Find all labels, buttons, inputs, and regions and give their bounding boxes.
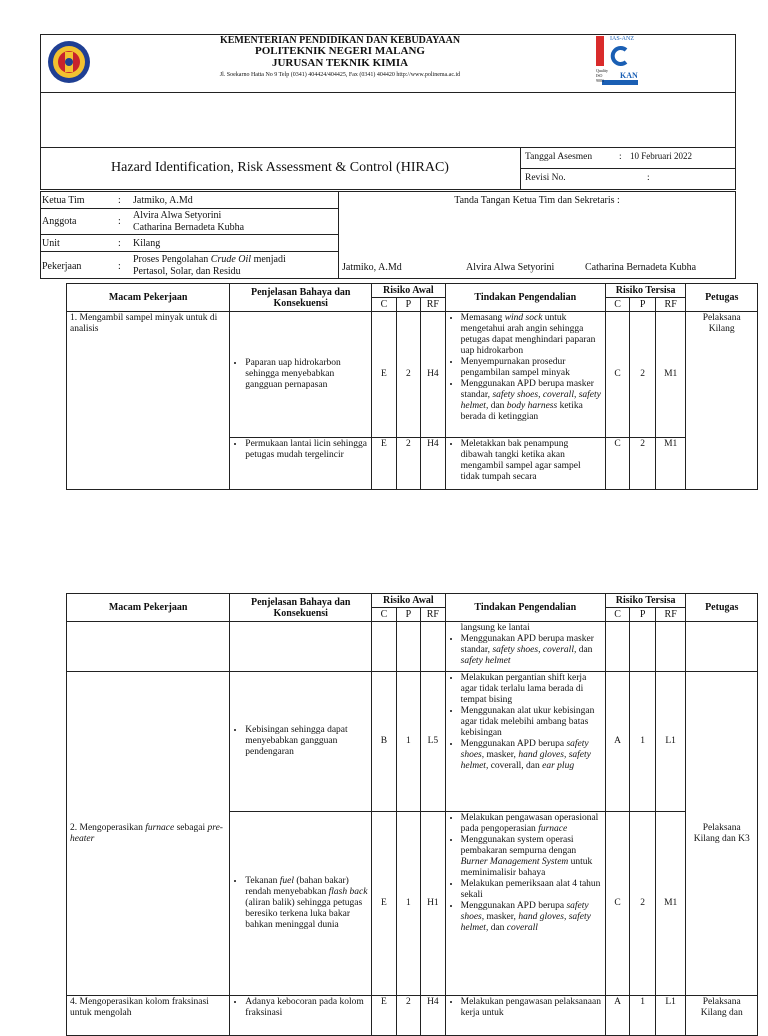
ministry-name: KEMENTERIAN PENDIDIKAN DAN KEBUDAYAAN [219,35,461,46]
col-residual-risk: Risiko Tersisa [605,284,686,298]
certification-logo [596,36,646,90]
cert-kan-label: KAN [620,71,638,80]
hirac-table-page1: Macam Pekerjaan Penjelasan Bahaya dan Konsekuensi Risiko Awal Tindakan Pengendalian Risiko Tersisa Petugas C P RF C P RF 1. Mengambil sampel minyak untuk di analisis • Paparan uap hidrokarbon sehingga menyebabkan gangguan pernapasan E 2 H4 • Memasang wind sock untuk mengetahui arah angin sehingga petugas dapat menghindari paparan uap hidrokarbon • Menyempurnakan prosedur pengambilan sampel minyak • Menggunakan APD berupa masker standar, safety shoes, coverall, safety helmet, dan body harness ketika berada di ketinggian C 2 M1 Pelaksana Kilang • Permukaan lantai licin sehingga petugas mudah tergelincir E 2 H4 • Meletakkan bak penampung dibawah tangki ketika akan mengambil sampel agar sampel tidak tumpah secara C 2 M1 [66,283,758,490]
signature-name-2: Alvira Alwa Setyorini [466,262,555,273]
table-row: 4. Mengoperasikan kolom fraksinasi untuk mengolah • Adanya kebocoran pada kolom fraksinasi E 2 H4 • Melakukan pengawasan pelaksanaan kerja untuk A 1 L1 Pelaksana Kilang dan [67,996,758,1036]
job-4: 4. Mengoperasikan kolom fraksinasi untuk mengolah [67,996,230,1036]
institution-name: POLITEKNIK NEGERI MALANG [255,45,425,57]
address-line: Jl. Soekarno Hatta No 9 Telp (0341) 404424/404425, Fax (0341) 404420 http://www.polinema.ac.id [219,72,461,78]
date-label: Tanggal Asesmen [525,152,593,162]
revision-label: Revisi No. [525,173,566,183]
table-row: 2. Mengoperasikan furnace sebagai pre-heater • Kebisingan sehingga dapat menyebabkan gangguan pendengaran B 1 L5 • Melakukan pergantian shift kerja agar tidak terlalu lama berada di tempat bising • Menggunakan alat ukur kebisingan agar tidak melebihi ambang batas kebisingan • Menggunakan APD berupa safety shoes, masker, hand gloves, safety helmet, coverall, dan ear plug A 1 L1 Pelaksana Kilang dan K3 [67,672,758,812]
col-officer: Petugas [686,284,758,312]
officer-4: Pelaksana Kilang dan [686,996,758,1036]
col-hazard: Penjelasan Bahaya dan Konsekuensi [230,284,372,312]
table-row: • Tekanan fuel (bahan bakar) rendah menyebabkan flash back (aliran balik) sehingga petugas beresiko terkena luka bakar bahkan meninggal dunia E 1 H1 • Melakukan pengawasan operasional pada pengoperasian furnace • Menggunakan system operasi pembakaran sempurna dengan Burner Management System untuk meminimalisir bahaya • Melakukan pemeriksaan alat 4 tahun sekali • Menggunakan APD berupa safety shoes, masker, hand gloves, safety helmet, dan coverall C 2 M1 [67,812,758,996]
signature-name-1: Jatmiko, A.Md [342,262,402,273]
members-label: Anggota [42,216,77,227]
leader-name: Jatmiko, A.Md [133,195,193,206]
letterhead-divider [40,92,736,93]
col-control: Tindakan Pengendalian [445,284,605,312]
member-1: Alvira Alwa Setyorini [133,210,222,221]
cert-top-label: IAS-ANZ [610,36,634,42]
work-line-1: Proses Pengolahan Crude Oil menjadi [133,254,286,265]
unit-value: Kilang [133,238,161,249]
cert-mid-label: Quality ISO 9001 [596,68,608,83]
date-value: 10 Februari 2022 [630,151,692,161]
unit-label: Unit [42,238,60,249]
signature-title: Tanda Tangan Ketua Tim dan Sekretaris : [454,195,620,206]
doc-title: Hazard Identification, Risk Assessment & Control (HIRAC) [111,160,449,175]
hirac-table-page2: Macam Pekerjaan Penjelasan Bahaya dan Konsekuensi Risiko Awal Tindakan Pengendalian Risiko Tersisa Petugas C P RF C P RF langsung ke lantai • Menggunakan APD berupa masker standar, safety shoes, coverall, dan safety helmet 2. Mengoperasikan furnace sebagai pre-heater • Kebisingan sehingga dapat menyebabkan gangguan pendengaran B 1 L5 • Melakukan pergantian shift kerja agar tidak terlalu lama berada di tempat bising • Menggunakan alat ukur kebisingan agar tidak melebihi ambang batas kebisingan • Menggunakan APD berupa safety shoes, masker, hand gloves, safety helmet, coverall, dan ear plug A 1 L1 Pelaksana Kilang dan K3 • Tekanan fuel (bahan bakar) rendah menyebabkan flash back (aliran balik) sehingga petugas beresiko terkena luka bakar bahkan meninggal dunia E 1 H1 • Melakukan pengawasan operasional pada pengoperasian furnace • Menggunakan system operasi pembakaran sempurna dengan Burner Management System untuk meminimalisir bahaya • Melakukan pemeriksaan alat 4 tahun sekali • Menggunakan APD berupa safety shoes, masker, hand gloves, safety helmet, dan coverall C 2 M1 4. Mengoperasikan kolom fraksinasi untuk mengolah • Adanya kebocoran pada kolom fraksinasi E 2 H4 • Melakukan pengawasan pelaksanaan kerja untuk A 1 L1 Pelaksana Kilang dan [66,593,758,1036]
table-row: • Permukaan lantai licin sehingga petugas mudah tergelincir E 2 H4 • Meletakkan bak penampung dibawah tangki ketika akan mengambil sampel agar sampel tidak tumpah secara C 2 M1 [67,438,758,490]
polinema-logo [47,38,91,86]
col-job: Macam Pekerjaan [67,284,230,312]
job-2: 2. Mengoperasikan furnace sebagai pre-heater [67,672,230,996]
officer-1: Pelaksana Kilang [686,312,758,490]
col-initial-risk: Risiko Awal [372,284,445,298]
table-row: langsung ke lantai • Menggunakan APD berupa masker standar, safety shoes, coverall, dan safety helmet [67,622,758,672]
work-label: Pekerjaan [42,261,82,272]
work-line-2: Pertasol, Solar, dan Residu [133,266,241,277]
job-1: 1. Mengambil sampel minyak untuk di analisis [67,312,230,490]
table-row: 1. Mengambil sampel minyak untuk di analisis • Paparan uap hidrokarbon sehingga menyebabkan gangguan pernapasan E 2 H4 • Memasang wind sock untuk mengetahui arah angin sehingga petugas dapat menghindari paparan uap hidrokarbon • Menyempurnakan prosedur pengambilan sampel minyak • Menggunakan APD berupa masker standar, safety shoes, coverall, safety helmet, dan body harness ketika berada di ketinggian C 2 M1 Pelaksana Kilang [67,312,758,438]
member-2: Catharina Bernadeta Kubha [133,222,245,233]
leader-label: Ketua Tim [42,195,85,206]
officer-2: Pelaksana Kilang dan K3 [686,672,758,996]
department-name: JURUSAN TEKNIK KIMIA [271,57,409,69]
signature-name-3: Catharina Bernadeta Kubha [585,262,697,273]
